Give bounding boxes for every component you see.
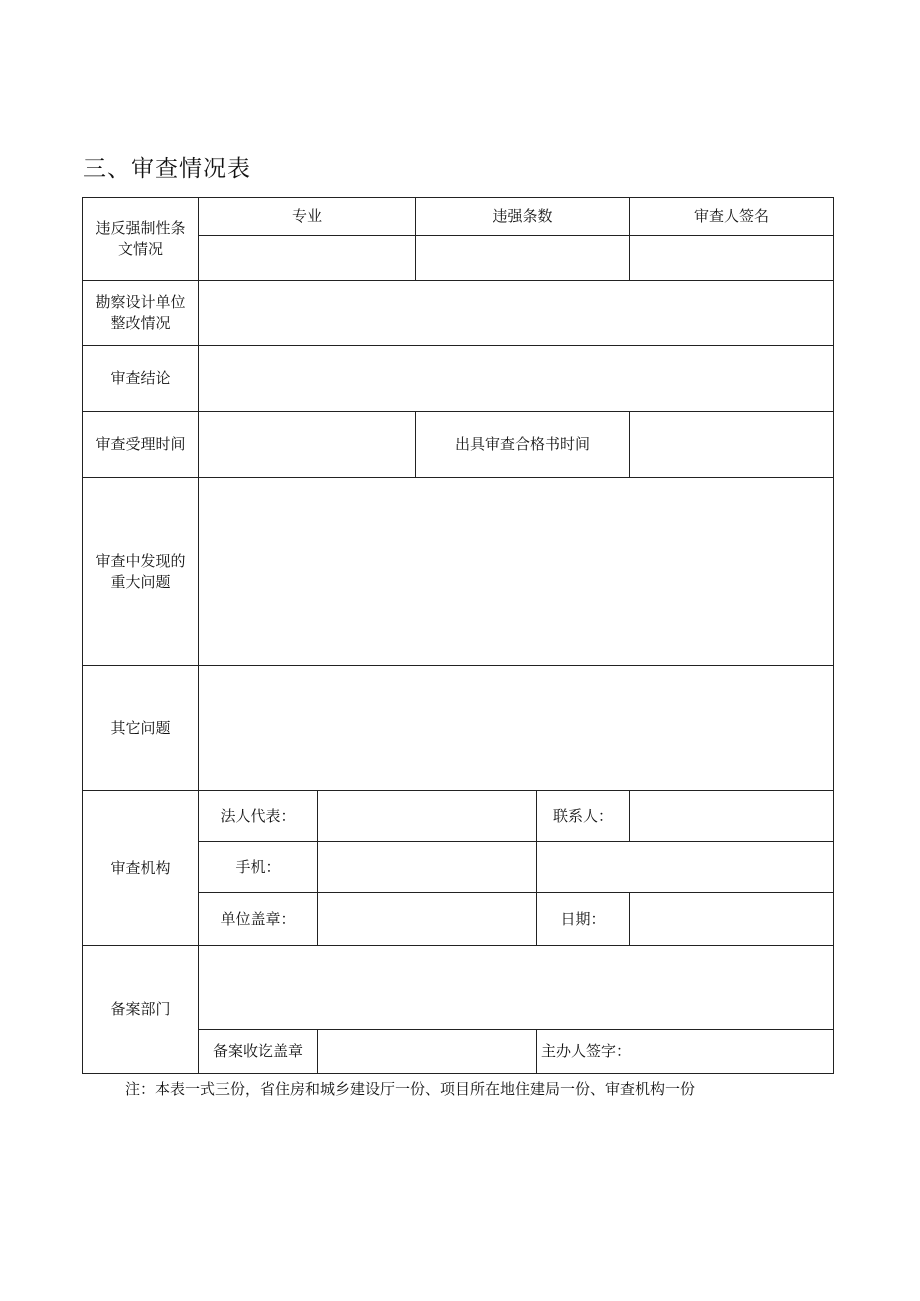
- date-label: 日期：: [537, 893, 630, 946]
- phone-extra-cell[interactable]: [537, 842, 834, 893]
- page-title: 三、审查情况表: [83, 156, 251, 182]
- violation-count-input[interactable]: [416, 236, 630, 281]
- phone-label: 手机：: [199, 842, 318, 893]
- legal-rep-input[interactable]: [318, 791, 537, 842]
- receipt-seal-input[interactable]: [318, 1030, 537, 1074]
- handler-sign-label: 主办人签字：: [537, 1030, 834, 1074]
- cert-time-label: 出具审查合格书时间: [416, 412, 630, 478]
- rectify-row: [83, 281, 834, 346]
- cert-time-input[interactable]: [630, 412, 834, 478]
- agency-label: 审查机构: [83, 791, 199, 946]
- major-header: 专业: [199, 198, 416, 236]
- major-issues-input[interactable]: [199, 478, 834, 666]
- contact-label: 联系人：: [537, 791, 630, 842]
- rectify-label: 勘察设计单位整改情况: [83, 281, 199, 346]
- reviewer-signature-header: 审查人签名: [630, 198, 834, 236]
- receipt-seal-label: 备案收讫盖章: [199, 1030, 318, 1074]
- date-input[interactable]: [630, 893, 834, 946]
- other-issues-row: [83, 666, 834, 791]
- conclusion-row: [83, 346, 834, 412]
- seal-input[interactable]: [318, 893, 537, 946]
- footnote: 注：本表一式三份，省住房和城乡建设厅一份、项目所在地住建局一份、审查机构一份: [125, 1080, 696, 1098]
- filing-input[interactable]: [199, 946, 834, 1030]
- major-issues-label: 审查中发现的重大问题: [83, 478, 199, 666]
- major-input[interactable]: [199, 236, 416, 281]
- reviewer-signature-input[interactable]: [630, 236, 834, 281]
- accept-time-label: 审查受理时间: [83, 412, 199, 478]
- legal-rep-label: 法人代表：: [199, 791, 318, 842]
- filing-label: 备案部门: [83, 946, 199, 1074]
- phone-input[interactable]: [318, 842, 537, 893]
- agency-row-1: [83, 791, 834, 842]
- accept-time-input[interactable]: [199, 412, 416, 478]
- contact-input[interactable]: [630, 791, 834, 842]
- conclusion-label: 审查结论: [83, 346, 199, 412]
- violation-header-row: [83, 198, 834, 236]
- seal-label: 单位盖章：: [199, 893, 318, 946]
- rectify-input[interactable]: [199, 281, 834, 346]
- conclusion-input[interactable]: [199, 346, 834, 412]
- violation-count-header: 违强条数: [416, 198, 630, 236]
- review-form-table: [82, 197, 834, 1074]
- other-issues-input[interactable]: [199, 666, 834, 791]
- major-issues-row: [83, 478, 834, 666]
- violation-label: 违反强制性条文情况: [83, 198, 199, 281]
- other-issues-label: 其它问题: [83, 666, 199, 791]
- time-row: [83, 412, 834, 478]
- filing-row-1: [83, 946, 834, 1030]
